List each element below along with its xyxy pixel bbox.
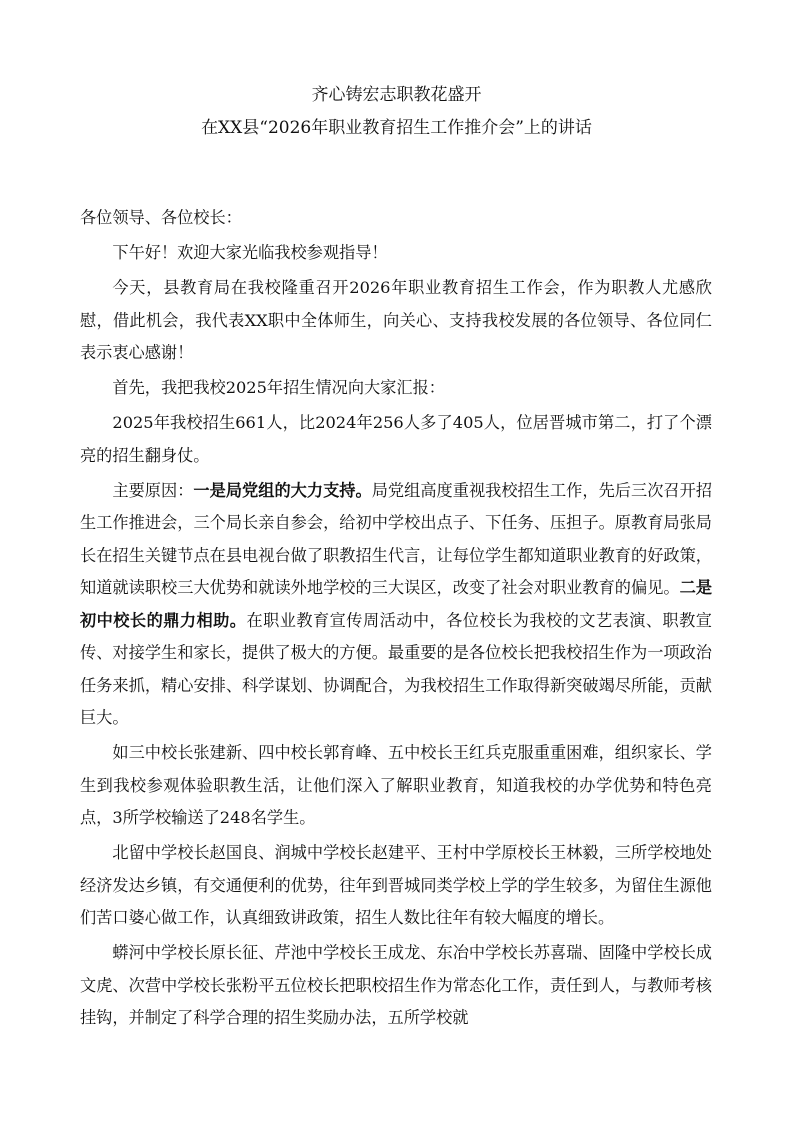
paragraph-three-schools: 如三中校长张建新、四中校长郭育峰、五中校长王红兵克服重重困难，组织家长、学生到我校参观体验职教生活，让他们深入了解职业教育，知道我校的办学优势和特色亮点，3所学校输送了248名学生。 <box>80 743 712 827</box>
reasons-lead: 主要原因： <box>112 480 194 500</box>
paragraph-beiliu: 北留中学校长赵国良、润城中学校长赵建平、王村中学原校长王林毅，三所学校地处经济发达乡镇，有交通便利的优势，往年到晋城同类学校上学的学生较多，为留住生源他们苦口婆心做工作，认真细致讲政策，招生人数比往年有较大幅度的增长。 <box>80 843 712 927</box>
paragraph-2025-results: 2025年我校招生661人，比2024年256人多了405人，位居晋城市第二，打了个漂亮的招生翻身仗。 <box>80 413 712 465</box>
speech-body <box>80 202 712 1037</box>
reason-point-1: 一是局党组的大力支持。 <box>193 480 372 500</box>
reason-point-2: 二是初中校长的鼎力相助。 <box>80 578 713 630</box>
reason-text-1: 局党组高度重视我校招生工作，先后三次召开招生工作推进会，三个局长亲自参会，给初中学校出点子、下任务、压担子。原教育局张局长在招生关键节点在县电视台做了职教招生代言，让每位学生都知道职业教育的好政策，知道就读职校三大优势和就读外地学校的三大误区，改变了社会对职业教育的偏见。 <box>80 480 713 597</box>
paragraph-first: 首先，我把我校2025年招生情况向大家汇报： <box>112 378 445 397</box>
reason-text-2: 在职业教育宣传周活动中，各位校长为我校的文艺表演、职教宣传、对接学生和家长，提供了极大的方便。最重要的是各位校长把我校招生作为一项政治任务来抓，精心安排、科学谋划、协调配合，为我校招生工作取得新突破竭尽所能，贡献巨大。 <box>80 610 712 727</box>
document-title: 齐心铸宏志职教花盛开 <box>311 85 482 105</box>
paragraph-greeting: 下午好！欢迎大家光临我校参观指导！ <box>112 243 388 262</box>
salutation: 各位领导、各位校长： <box>80 208 242 227</box>
paragraph-today: 今天，县教育局在我校隆重召开2026年职业教育招生工作会，作为职教人尤感欣慰，借此机会，我代表XX职中全体师生，向关心、支持我校发展的各位领导、各位同仁表示衷心感谢！ <box>80 278 712 362</box>
paragraph-manghe: 蟒河中学校长原长征、芹池中学校长王成龙、东冶中学校长苏喜瑞、固隆中学校长成文虎、次营中学校长张粉平五位校长把职校招生作为常态化工作，责任到人，与教师考核挂钩，并制定了科学合理的招生奖励办法，五所学校就 <box>80 943 712 1027</box>
paragraph-reasons <box>80 475 712 735</box>
document-subtitle: 在XX县“2026年职业教育招生工作推介会”上的讲话 <box>201 118 592 138</box>
